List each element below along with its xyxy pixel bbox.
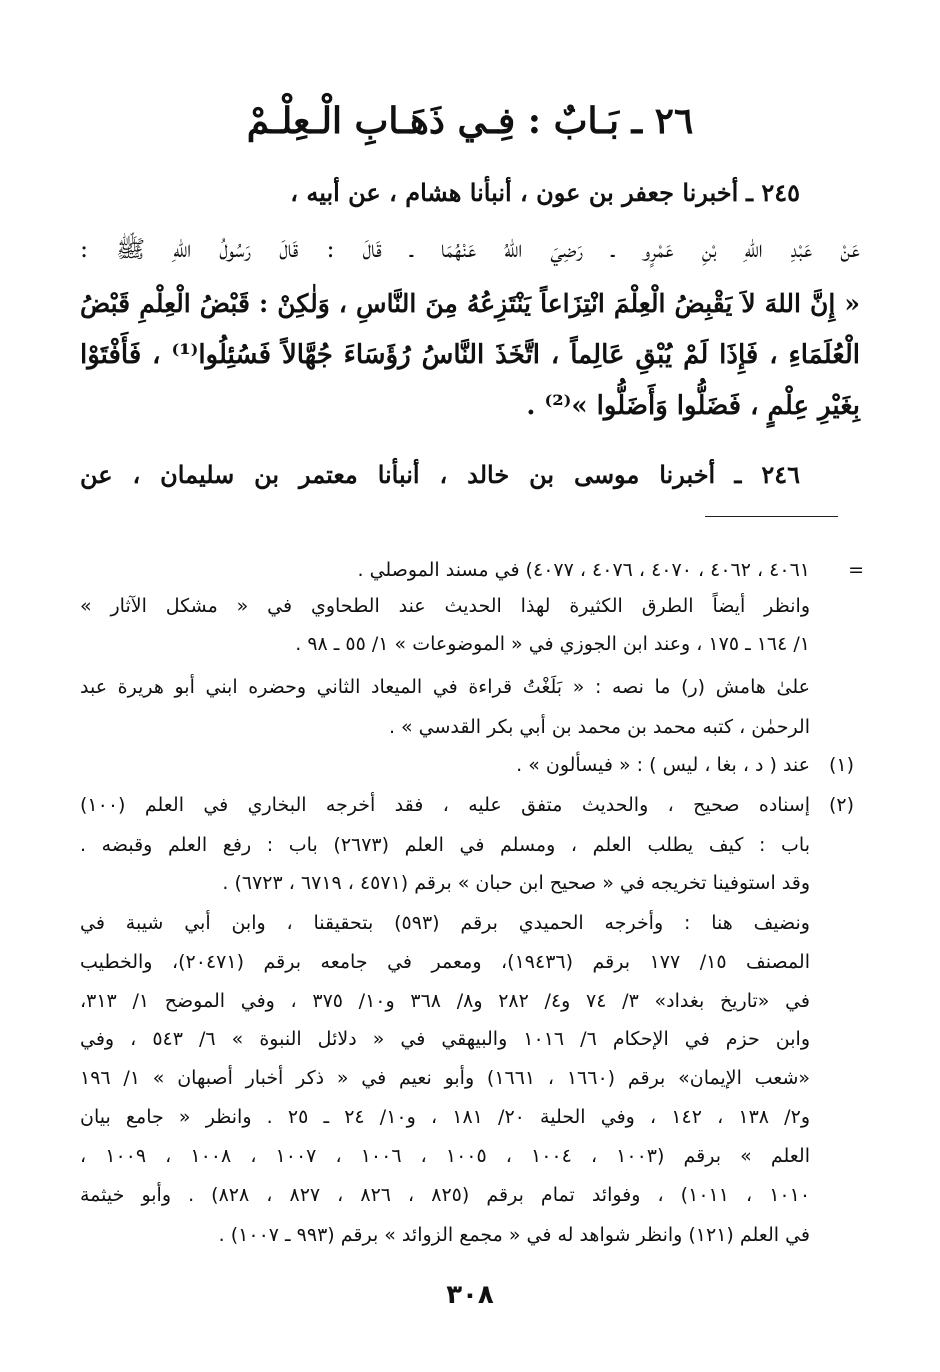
hadith-245-chain: عَنْ عَبْدِ اللهِ بْنِ عَمْرٍو ـ رَضِيَ اللهُ عَنْهُمَا ـ قَالَ : قَالَ رَسُولُ اللهِ ﷺ : [80,235,860,263]
footnote-cont-line: ١/ ١٦٤ ـ ١٧٥ ، وعند ابن الجوزي في « الموضوعات » ١/ ٥٥ ـ ٩٨ . [295,633,810,655]
footnote-separator [705,516,838,517]
hadith-246-isnad [80,460,800,489]
isnad-text: أخبرنا جعفر بن عون ، أنبأنا هشام ، عن أبيه ، [290,178,739,207]
footnote-cont-line: ٤٠٦١ ، ٤٠٦٢ ، ٤٠٧٠ ، ٤٠٧٦ ، ٤٠٧٧) في مسند الموصلي . [357,559,810,581]
footnote-2-line: باب : كيف يطلب العلم ، ومسلم في العلم (٢٦٧٣) باب : رفع العلم وقبضه . [80,834,811,856]
footnote-2-line: المصنف ١٥/ ١٧٧ برقم (١٩٤٣٦)، ومعمر في جامعه برقم (٢٠٤٧١)، والخطيب [80,951,810,973]
footnote-1-marker: (١) [828,754,854,776]
hadith-245-matn-line-1: « إِنَّ اللهَ لاَ يَقْبِضُ الْعِلْمَ انْتِزَاعاً يَنْتَزِعُهُ مِنَ النَّاسِ ، وَلٰكِنْ : قَبْضُ الْعِلْمِ قَبْضُ [80,289,860,318]
hadith-number: ٢٤٦ ـ [734,460,800,489]
footnote-2-line: إسناده صحيح ، والحديث متفق عليه ، فقد أخرجه البخاري في العلم (١٠٠) [80,794,810,816]
footnote-2-line: ١٠١٠ ، ١٠١١) ، وفوائد تمام برقم (٨٢٥ ، ٨٢٦ ، ٨٢٧ ، ٨٢٨) . وأبو خيثمة [80,1184,811,1206]
page-number: ٣٠٨ [446,1280,494,1310]
isnad-text: أخبرنا موسى بن خالد ، أنبأنا معتمر بن سليمان ، عن [80,460,716,489]
hadith-245-matn-line-3: بِغَيْرِ عِلْمٍ ، فَضَلُّوا وَأَضَلُّوا »⁽²⁾ . [526,391,860,421]
hadith-245-matn-line-2: الْعُلَمَاءِ ، فَإِذَا لَمْ يُبْقِ عَالِماً ، اتَّخَذَ النَّاسُ رُؤَسَاءَ جُهَّالاً فَسُئِلُوا⁽¹⁾ ، فَأَفْتَوْا [80,340,860,370]
footnote-2-marker: (٢) [828,794,854,816]
footnote-2-line: وابن حزم في الإحكام ٦/ ١٠١٦ والبيهقي في « دلائل النبوة » ٦/ ٥٤٣ ، وفي [80,1028,810,1050]
hadith-number: ٢٤٥ ـ [745,178,800,207]
continuation-mark: = [848,559,864,581]
footnote-2-line: ونضيف هنا : وأخرجه الحميدي برقم (٥٩٣) بتحقيقنا ، وابن أبي شيبة في [80,912,810,934]
footnote-2-line: العلم » برقم (١٠٠٣ ، ١٠٠٤ ، ١٠٠٥ ، ١٠٠٦ ، ١٠٠٧ ، ١٠٠٨ ، ١٠٠٩ ، [80,1145,810,1167]
footnote-1-text: عند ( د ، بغا ، ليس ) : « فيسألون » . [516,754,810,776]
chapter-title: ٢٦ ـ بَـابٌ : فِـي ذَهَـابِ الْـعِلْـمْ [246,100,694,142]
footnote-2-line: وقد استوفينا تخريجه في « صحيح ابن حبان » برقم (٤٥٧١ ، ٦٧١٩ ، ٦٧٢٣) . [222,872,810,894]
footnote-cont-line: وانظر أيضاً الطرق الكثيرة لهذا الحديث عند الطحاوي في « مشكل الآثار » [80,595,810,617]
footnote-cont-line: الرحمٰن ، كتبه محمد بن محمد بن أبي بكر القدسي » . [388,716,810,738]
footnote-2-line: في «تاريخ بغداد» ٣/ ٧٤ و٤/ ٢٨٢ و٨/ ٣٦٨ و١٠/ ٣٧٥ ، وفي الموضح ١/ ٣١٣، [80,990,811,1012]
footnote-cont-line: علىٰ هامش (ر) ما نصه : « بَلَغْتُ قراءة في الميعاد الثاني وحضره ابني أبو هريرة عبد [80,676,810,698]
footnote-2-line: في العلم (١٢١) وانظر شواهد له في « مجمع الزوائد » برقم (٩٩٣ ـ ١٠٠٧) . [218,1224,810,1246]
footnote-2-line: و٢/ ١٣٨ ، ١٤٢ ، وفي الحلية ٢٠/ ١٨١ ، و١٠/ ٢٤ ـ ٢٥ . وانظر « جامع بيان [80,1106,810,1128]
hadith-245-isnad [290,178,800,207]
footnote-2-line: «شعب الإيمان» برقم (١٦٦٠ ، ١٦٦١) وأبو نعيم في « ذكر أخبار أصبهان » ١/ ١٩٦ [80,1067,811,1089]
